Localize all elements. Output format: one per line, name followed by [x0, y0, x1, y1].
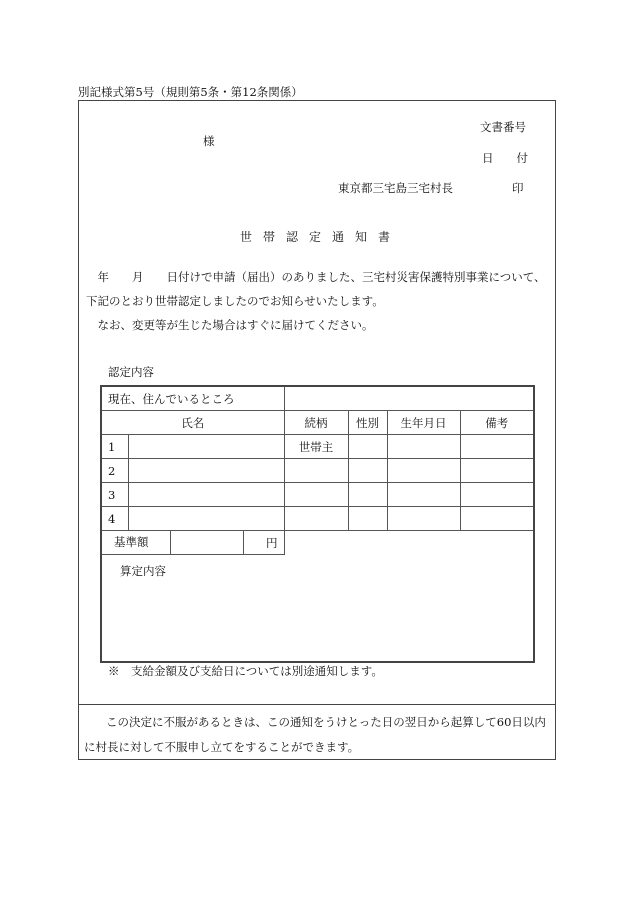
header-row: [101, 411, 534, 435]
address-row: [101, 386, 534, 411]
address-value: [284, 386, 534, 411]
row-number: 3: [101, 483, 128, 507]
header-name: 氏名: [101, 411, 284, 435]
body-note: なお、変更等が生じた場合はすぐに届けてください。: [86, 318, 374, 332]
seal-mark: 印: [512, 181, 524, 195]
relation-cell: 世帯主: [284, 435, 348, 459]
doc-number-label: 文書番号: [480, 120, 526, 134]
birthdate-cell: [387, 507, 460, 531]
base-amount-cell: [101, 531, 243, 555]
payment-note: ※ 支給金額及び支給日については別途通知します。: [108, 664, 383, 678]
remarks-cell: [460, 483, 534, 507]
base-amount-value: [171, 531, 243, 554]
relation-cell: [284, 459, 348, 483]
birthdate-cell: [387, 459, 460, 483]
sex-cell: [348, 507, 387, 531]
header-sex: 性別: [348, 411, 387, 435]
table-row: [101, 435, 534, 459]
name-cell: [128, 459, 284, 483]
remarks-cell: [460, 459, 534, 483]
row-number: 4: [101, 507, 128, 531]
name-cell: [128, 507, 284, 531]
table-row: [101, 459, 534, 483]
base-amount-blank: [284, 531, 534, 555]
addressee-suffix: 様: [203, 134, 215, 148]
issuer: 東京都三宅島三宅村長: [338, 181, 453, 195]
relation-cell: [284, 507, 348, 531]
yen-unit: 円: [243, 531, 284, 555]
address-label: 現在、住んでいるところ: [101, 386, 284, 411]
base-amount-row: [101, 531, 534, 555]
footer-divider: [78, 704, 556, 705]
table-row: [101, 507, 534, 531]
certification-table: [100, 385, 535, 663]
header-remarks: 備考: [460, 411, 534, 435]
birthdate-cell: [387, 435, 460, 459]
calc-row: [101, 555, 534, 663]
header-birthdate: 生年月日: [387, 411, 460, 435]
row-number: 2: [101, 459, 128, 483]
birthdate-cell: [387, 483, 460, 507]
calc-label: 算定内容: [101, 555, 534, 663]
name-cell: [128, 483, 284, 507]
base-amount-label: 基準額: [102, 531, 171, 554]
form-header: 別記様式第5号（規則第5条・第12条関係）: [78, 85, 303, 99]
sex-cell: [348, 459, 387, 483]
document-title: 世帯認定通知書: [240, 230, 402, 244]
date-label: 日 付: [482, 151, 528, 165]
sex-cell: [348, 435, 387, 459]
table-row: [101, 483, 534, 507]
remarks-cell: [460, 435, 534, 459]
footer-text: この決定に不服があるときは、この通知をうけとった日の翌日から起算して60日以内に村長に対して不服申し立てをすることができます。: [84, 715, 546, 754]
relation-cell: [284, 483, 348, 507]
name-cell: [128, 435, 284, 459]
body-paragraph: 年 月 日付けで申請（届出）のありました、三宅村災害保護特別事業について、下記のとおり世帯認定しましたのでお知らせいたします。: [86, 270, 546, 308]
row-number: 1: [101, 435, 128, 459]
sex-cell: [348, 483, 387, 507]
remarks-cell: [460, 507, 534, 531]
header-relation: 続柄: [284, 411, 348, 435]
section-label: 認定内容: [108, 365, 154, 379]
